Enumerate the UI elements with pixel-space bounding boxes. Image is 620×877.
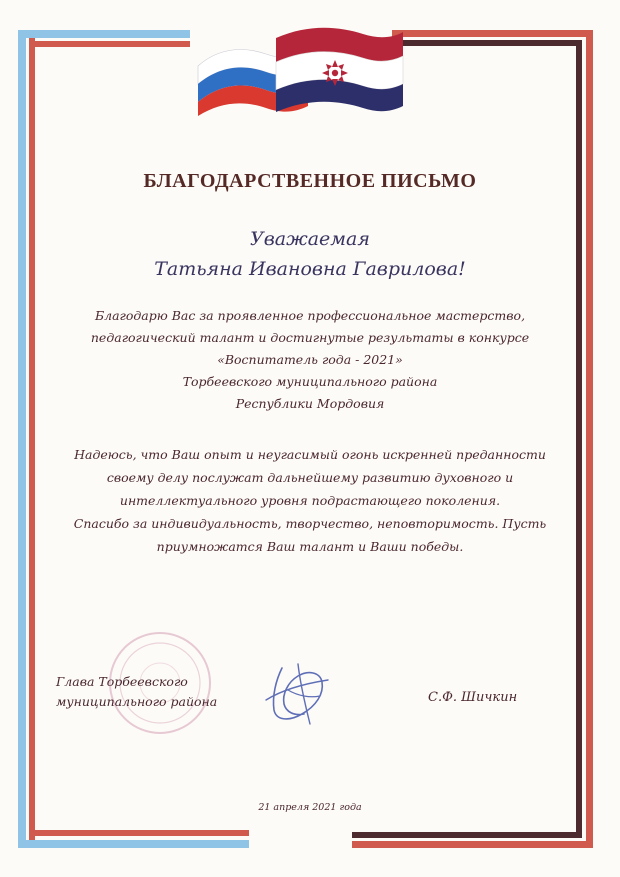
signatory-position-line: муниципального района bbox=[56, 694, 218, 709]
recipient-name: Татьяна Ивановна Гаврилова! bbox=[154, 258, 466, 280]
signatory-position-line: Глава Торбеевского bbox=[56, 674, 188, 689]
gratitude-line: Благодарю Вас за проявленное профессиональное мастерство, bbox=[94, 308, 526, 323]
gratitude-line: «Воспитатель года - 2021» bbox=[217, 352, 403, 367]
wishes-paragraph bbox=[54, 443, 566, 558]
gratitude-line: педагогический талант и достигнутые результаты в конкурсе bbox=[90, 330, 530, 345]
wishes-line: Спасибо за индивидуальность, творчество, неповторимость. Пусть bbox=[73, 516, 547, 531]
document-date: 21 апреля 2021 года bbox=[258, 802, 362, 813]
gratitude-paragraph bbox=[60, 305, 560, 415]
greeting-salutation: Уважаемая bbox=[250, 228, 370, 250]
gratitude-line: Республики Мордовия bbox=[235, 396, 385, 411]
signatory-name: С.Ф. Шичкин bbox=[428, 690, 518, 705]
wishes-line: приумножатся Ваш талант и Ваши победы. bbox=[156, 539, 464, 554]
gratitude-line: Торбеевского муниципального района bbox=[182, 374, 438, 389]
handwritten-signature-icon bbox=[258, 660, 338, 730]
document-title: БЛАГОДАРСТВЕННОЕ ПИСЬМО bbox=[143, 170, 477, 192]
wishes-line: Надеюсь, что Ваш опыт и неугасимый огонь искренней преданности bbox=[74, 447, 546, 462]
wishes-line: своему делу послужат дальнейшему развитию духовного и bbox=[106, 470, 514, 485]
signatory-position bbox=[56, 672, 226, 712]
wishes-line: интеллектуального уровня подрастающего поколения. bbox=[119, 493, 501, 508]
